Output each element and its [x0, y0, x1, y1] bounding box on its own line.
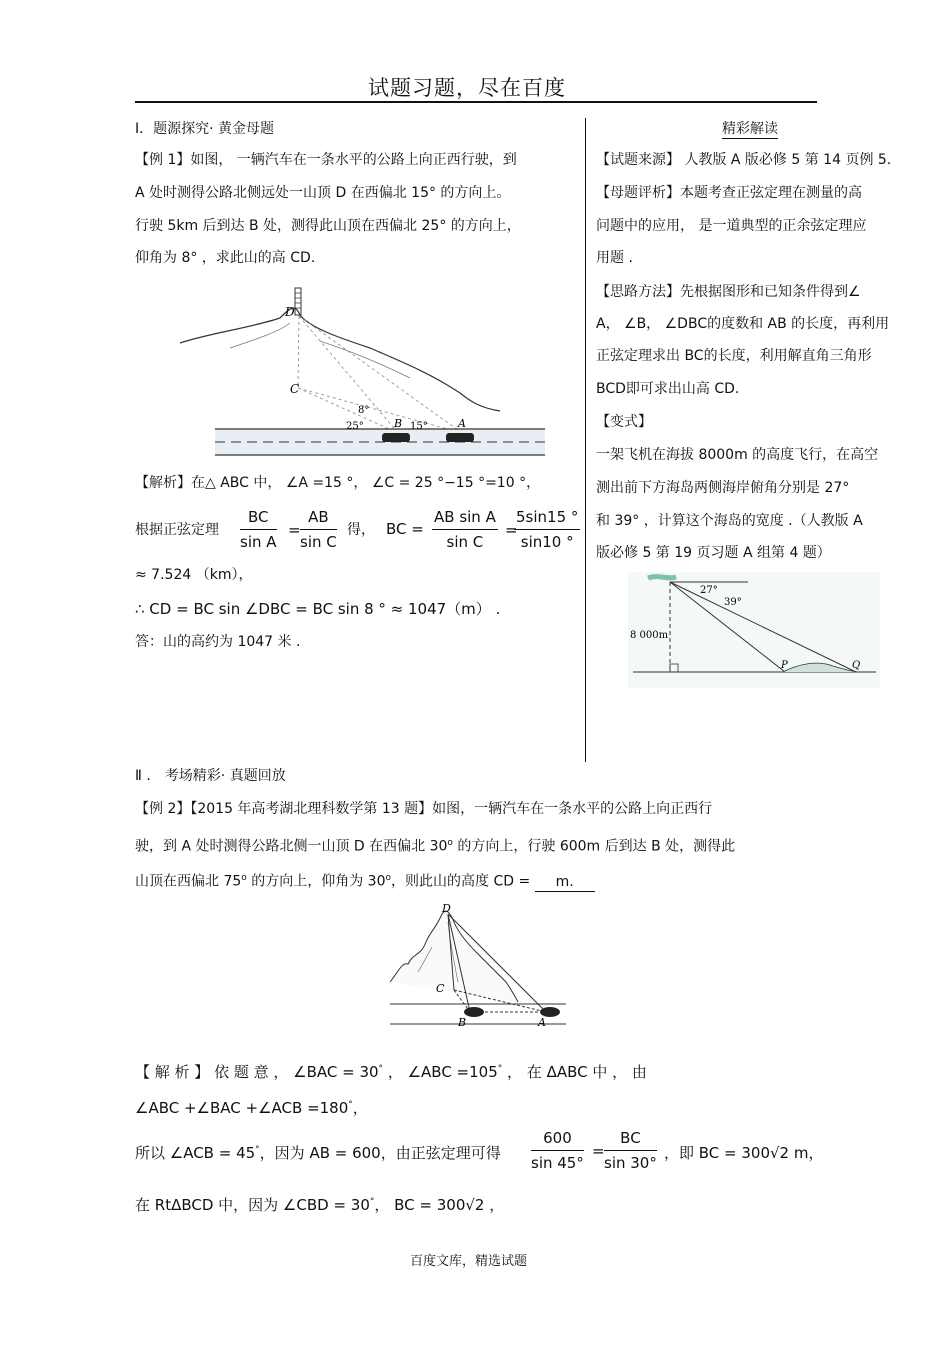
fig1-label-c: C	[290, 382, 300, 396]
example1-line1: 【例 1】如图， 一辆汽车在一条水平的公路上向正西行驶，到	[135, 152, 517, 168]
variant-line1: 一架飞机在海拔 8000m 的高度飞行，在高空	[596, 447, 879, 463]
right-heading: 精彩解读	[722, 121, 778, 137]
solution2-line1	[135, 1061, 647, 1082]
solution2-line3-text	[135, 1142, 501, 1163]
example1-line3: 行驶 5km 后到达 B 处，测得此山顶在西偏北 25° 的方向上，	[135, 218, 521, 234]
fraction-5sin15-over-sin10	[514, 508, 580, 551]
text-segment: ， ∠ABC =105	[383, 1063, 498, 1081]
column-divider	[585, 118, 586, 762]
method-line4: BCD即可求出山高 CD.	[596, 381, 740, 397]
text-segment: 的方向上，仰角为 30	[246, 873, 386, 890]
fraction-denominator: sin 45°	[531, 1154, 584, 1172]
example2-line3	[135, 869, 595, 892]
degree-sup: °	[348, 1100, 353, 1110]
fig3-label-b: B	[458, 1016, 467, 1029]
text-segment: ，则此山的高度 CD =	[391, 873, 531, 890]
figure-cliff-road	[388, 902, 568, 1030]
example1-line4: 仰角为 8° ，求此山的高 CD.	[135, 250, 316, 266]
figure-plane-island	[628, 572, 880, 688]
fraction-numerator: AB sin A	[432, 508, 498, 530]
text-segment: ，	[352, 1099, 368, 1117]
analysis-line2: 问题中的应用， 是一道典型的正余弦定理应	[596, 218, 867, 234]
text-segment: 山顶在西偏北 75	[135, 873, 242, 890]
solution1-line1: 【解析】在△ ABC 中， ∠A =15 °， ∠C = 25 °−15 °=10 °，	[135, 475, 541, 491]
equals-sign: =	[592, 1142, 605, 1160]
fig1-angle-8: 8°	[358, 405, 370, 416]
fraction-bc-over-sina	[240, 508, 277, 551]
fraction-denominator: sin A	[240, 533, 277, 551]
text-segment: 在 RtΔBCD 中，因为 ∠CBD = 30	[135, 1196, 370, 1214]
fraction-numerator: 5sin15 °	[514, 508, 580, 530]
example2-line1: 【例 2】【2015 年高考湖北理科数学第 13 题】如图，一辆汽车在一条水平的公路上向正西行	[135, 801, 713, 817]
fraction-bc-over-sin30	[604, 1129, 657, 1172]
degree-sup: °	[497, 1064, 503, 1074]
solution2-line3-result: ，即 BC = 300√2 m，	[664, 1144, 824, 1162]
text-segment: ∠ABC +∠BAC +∠ACB =180	[135, 1099, 349, 1117]
fig3-label-a: A	[538, 1016, 546, 1029]
example1-line2: A 处时测得公路北侧远处一山顶 D 在西偏北 15° 的方向上。	[135, 185, 511, 201]
section2-heading: Ⅱ ． 考场精彩· 真题回放	[135, 768, 286, 784]
fig1-label-b: B	[394, 417, 403, 430]
fig2-height-label: 8 000m	[630, 630, 669, 641]
fig1-angle-25: 25°	[346, 421, 364, 432]
equals-sign: =	[505, 521, 518, 539]
variant-heading: 【变式】	[596, 414, 652, 430]
method-line2: A， ∠B， ∠DBC的度数和 AB 的长度，再利用	[596, 316, 890, 332]
fig2-angle-39: 39°	[724, 597, 742, 608]
fraction-numerator: AB	[300, 508, 337, 530]
degree-sup: o	[385, 873, 392, 883]
text-segment: 所以 ∠ACB = 45	[135, 1144, 256, 1162]
fraction-denominator: sin C	[300, 533, 337, 551]
fraction-ab-over-sinc	[300, 508, 337, 551]
fig2-label-q: Q	[852, 660, 861, 671]
text-segment: 的方向上，行驶 600m 后到达 B 处，测得此	[452, 838, 736, 855]
section1-heading: Ⅰ．题源探究· 黄金母题	[135, 121, 275, 137]
analysis-line1: 【母题评析】本题考查正弦定理在测量的高	[596, 185, 862, 201]
page-footer: 百度文库，精选试题	[410, 1254, 528, 1269]
solution1-answer: 答：山的高约为 1047 米 .	[135, 634, 301, 650]
solution1-prefix: 根据正弦定理	[135, 522, 219, 538]
degree-sup: o	[447, 838, 453, 848]
fraction-numerator: BC	[604, 1129, 657, 1151]
method-line3: 正弦定理求出 BC的长度，利用解直角三角形	[596, 348, 872, 364]
page-title: 试题习题，尽在百度	[368, 76, 566, 100]
solution2-line4	[135, 1194, 504, 1215]
fig2-angle-27: 27°	[700, 585, 718, 596]
degree-sup: °	[255, 1145, 260, 1155]
fraction-numerator: BC	[240, 508, 277, 530]
text-segment: 【 解 析 】 依 题 意 ， ∠BAC = 30	[135, 1063, 379, 1081]
equals-sign: =	[288, 521, 301, 539]
solution2-line2	[135, 1097, 368, 1118]
text-segment: ，因为 AB = 600，由正弦定理可得	[259, 1144, 501, 1162]
degree-sup: °	[378, 1064, 384, 1074]
fig2-label-p: P	[781, 660, 788, 671]
fraction-denominator: sin10 °	[520, 533, 574, 551]
fig3-label-d: D	[442, 902, 451, 915]
degree-sup: o	[241, 873, 247, 883]
fig3-label-c: C	[436, 982, 445, 995]
degree-sup: °	[369, 1197, 375, 1207]
fraction-numerator: 600	[531, 1129, 584, 1151]
variant-line4: 版必修 5 第 19 页习题 A 组第 4 题）	[596, 545, 831, 561]
fig1-label-a: A	[458, 417, 466, 430]
variant-line2: 测出前下方海岛两侧海岸俯角分别是 27°	[596, 480, 850, 496]
example2-line2	[135, 834, 735, 856]
solution1-bc-eq: BC =	[386, 520, 424, 538]
fraction-600-over-sin45	[531, 1129, 584, 1172]
fig1-angle-15: 15°	[410, 421, 428, 432]
text-segment: 驶，到 A 处时测得公路北侧一山顶 D 在西偏北 30	[135, 838, 448, 855]
answer-blank: m.	[535, 873, 595, 892]
analysis-line3: 用题 .	[596, 250, 633, 266]
fraction-denominator: sin 30°	[604, 1154, 657, 1172]
method-line1: 【思路方法】先根据图形和已知条件得到∠	[596, 284, 861, 300]
figure-mountain-road	[170, 283, 550, 458]
header-rule	[135, 101, 817, 103]
solution1-line3: ≈ 7.524 （km），	[135, 567, 253, 583]
variant-line3: 和 39° ，计算这个海岛的宽度 .（人教版 A	[596, 513, 863, 529]
fraction-denominator: sin C	[446, 533, 484, 551]
fraction-absina-over-sinc	[432, 508, 498, 551]
fig1-label-d: D	[285, 305, 295, 319]
solution1-de: 得，	[347, 522, 375, 538]
solution1-line4: ∴ CD = BC sin ∠DBC = BC sin 8 ° ≈ 1047（m） .	[135, 600, 501, 618]
text-segment: ， BC = 300√2 ，	[374, 1196, 505, 1214]
text-segment: ， 在 ΔABC 中 ， 由	[502, 1063, 647, 1081]
source-line: 【试题来源】 人教版 A 版必修 5 第 14 页例 5.	[596, 152, 892, 168]
